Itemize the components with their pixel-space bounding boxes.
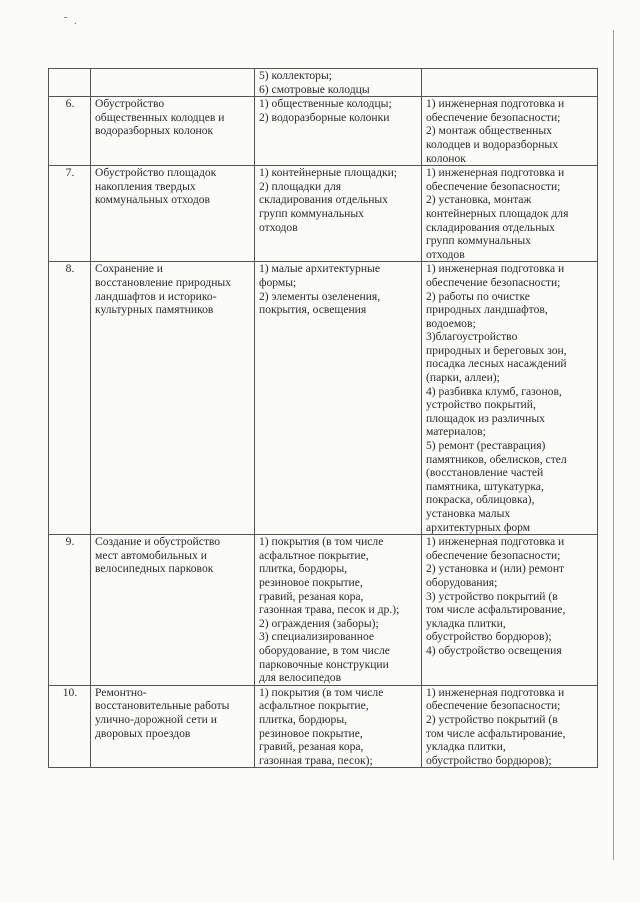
work-type-name-cell: [91, 535, 255, 686]
work-list-line: памятника, штукатурка,: [426, 479, 544, 493]
work-type-name-line: культурных памятников: [95, 303, 214, 317]
work-list-line: обеспечение безопасности;: [426, 275, 561, 289]
work-list-line: природных ландшафтов,: [426, 303, 548, 317]
work-list-line: 4) разбивка клумб, газонов,: [426, 384, 562, 398]
improvement-elements-line: 5) коллекторы;: [259, 69, 332, 82]
work-type-name-line: Обустройство площадок: [95, 166, 217, 180]
table-row: [49, 262, 598, 535]
improvement-elements-line: 1) контейнерные площадки;: [259, 166, 398, 180]
improvement-elements-line: гравий, резаная кора,: [259, 740, 364, 754]
improvement-elements-cell: [255, 166, 422, 262]
work-list-line: материалов;: [426, 425, 486, 439]
work-type-name-cell: [91, 97, 255, 166]
work-list-line: установка малых: [426, 507, 511, 520]
improvement-elements-line: отходов: [259, 220, 298, 234]
work-list-line: 3)благоустройство: [426, 330, 518, 344]
work-list-line: 2) установка, монтаж: [426, 193, 532, 207]
improvement-elements-line: 6) смотровые колодцы: [259, 82, 370, 96]
improvement-elements-line: газонная трава, песок и др.);: [259, 603, 400, 617]
work-list-line: устройство покрытий,: [426, 398, 536, 412]
work-list-line: покраска, облицовка),: [426, 493, 535, 507]
improvement-elements-line: 2) водоразборные колонки: [259, 110, 390, 124]
work-list-line: колонок: [426, 151, 466, 165]
table-row: [49, 166, 598, 262]
improvement-elements-line: групп коммунальных: [259, 206, 364, 220]
work-list-line: 1) инженерная подготовка и: [426, 685, 565, 699]
work-list-line: обеспечение безопасности;: [426, 179, 561, 193]
work-list-line: укладка плитки,: [426, 616, 506, 630]
improvement-elements-cell: [255, 97, 422, 166]
work-list-line: 2) монтаж общественных: [426, 124, 552, 138]
improvement-elements-cell: [255, 262, 422, 535]
row-number-cell: 7.: [49, 166, 91, 262]
improvement-elements-line: гравий, резаная кора,: [259, 589, 364, 603]
improvement-elements-line: плитка, бордюры,: [259, 562, 348, 576]
work-type-name-line: мест автомобильных и: [95, 548, 207, 562]
work-type-name-line: дворовых проездов: [95, 726, 191, 740]
work-list-line: водоемов;: [426, 316, 476, 330]
row-number-cell: 10.: [49, 685, 91, 768]
improvement-elements-line: формы;: [259, 275, 297, 289]
table-row: [49, 69, 598, 97]
work-list-line: том числе асфальтирование,: [426, 603, 566, 617]
improvement-elements-line: плитка, бордюры,: [259, 712, 348, 726]
improvement-elements-line: 1) покрытия (в том числе: [259, 685, 384, 699]
improvement-elements-line: 2) ограждения (заборы);: [259, 616, 379, 630]
work-list-line: природных и береговых зон,: [426, 343, 567, 357]
improvement-elements-cell: [255, 69, 422, 97]
work-list-line: обеспечение безопасности;: [426, 110, 561, 124]
improvement-elements-line: парковочные конструкции: [259, 657, 389, 671]
work-list-line: обустройство бордюров);: [426, 630, 552, 644]
work-list-line: 1) инженерная подготовка и: [426, 166, 565, 180]
improvement-elements-line: 1) покрытия (в том числе: [259, 535, 384, 549]
work-list-line: обеспечение безопасности;: [426, 548, 561, 562]
work-list-line: посадка лесных насаждений: [426, 357, 567, 371]
work-type-name-line: коммунальных отходов: [95, 193, 211, 207]
work-list-line: 1) инженерная подготовка и: [426, 535, 565, 549]
table-body: [49, 69, 598, 768]
improvement-elements-line: газонная трава, песок);: [259, 753, 373, 767]
improvement-elements-line: 1) малые архитектурные: [259, 262, 380, 276]
work-list-cell: [422, 166, 598, 262]
work-list-line: 2) устройство покрытий (в: [426, 712, 558, 726]
work-type-name-cell: [91, 166, 255, 262]
improvement-elements-line: 2) площадки для: [259, 179, 342, 193]
work-type-name-line: улично-дорожной сети и: [95, 712, 217, 726]
row-number-cell: 9.: [49, 535, 91, 686]
work-list-cell: [422, 685, 598, 768]
row-number-cell: [49, 69, 91, 97]
table-row: [49, 535, 598, 686]
work-list-line: групп коммунальных: [426, 234, 531, 248]
improvement-elements-line: 3) специализированное: [259, 630, 375, 644]
scan-mark-dot: .: [74, 16, 77, 27]
work-list-line: обеспечение безопасности;: [426, 699, 561, 713]
improvement-elements-line: резиновое покрытие,: [259, 575, 363, 589]
improvement-elements-line: складирования отдельных: [259, 193, 388, 207]
improvement-elements-line: асфальтное покрытие,: [259, 548, 369, 562]
table-row: [49, 97, 598, 166]
work-list-line: (парки, аллеи);: [426, 371, 500, 385]
work-list-line: укладка плитки,: [426, 740, 506, 754]
work-list-line: обустройство бордюров);: [426, 753, 552, 767]
work-list-line: контейнерных площадок для: [426, 206, 569, 220]
work-list-line: колодцев и водоразборных: [426, 137, 559, 151]
work-type-name-line: ландшафтов и историко-: [95, 289, 217, 303]
scan-mark-dash: -: [64, 12, 68, 23]
improvement-elements-cell: [255, 685, 422, 768]
improvement-works-table: [48, 68, 598, 768]
work-list-line: 3) устройство покрытий (в: [426, 589, 558, 603]
work-list-cell: [422, 69, 598, 97]
work-type-name-line: Ремонтно-: [95, 685, 147, 699]
row-number-cell: 6.: [49, 97, 91, 166]
work-type-name-line: Обустройство: [95, 97, 165, 111]
work-type-name-cell: [91, 262, 255, 535]
work-list-line: 1) инженерная подготовка и: [426, 262, 565, 276]
work-type-name-line: накопления твердых: [95, 179, 196, 193]
work-type-name-line: восстановительные работы: [95, 699, 230, 713]
work-list-line: оборудования;: [426, 575, 498, 589]
improvement-elements-line: оборудование, в том числе: [259, 643, 390, 657]
table-row: [49, 685, 598, 768]
improvement-elements-line: асфальтное покрытие,: [259, 699, 369, 713]
work-list-line: 5) ремонт (реставрация): [426, 439, 546, 453]
work-list-line: площадок из различных: [426, 411, 545, 425]
improvement-elements-cell: [255, 535, 422, 686]
work-type-name-line: Сохранение и: [95, 262, 163, 276]
improvement-elements-line: 1) общественные колодцы;: [259, 97, 392, 111]
work-list-line: 2) установка и (или) ремонт: [426, 562, 565, 576]
improvement-elements-line: для велосипедов: [259, 671, 342, 685]
improvement-elements-line: 2) элементы озеленения,: [259, 289, 381, 303]
work-list-cell: [422, 97, 598, 166]
work-type-name-line: Создание и обустройство: [95, 535, 221, 549]
work-list-line: отходов: [426, 247, 465, 261]
work-type-name-line: водоразборных колонок: [95, 124, 214, 138]
page-edge-line: [613, 30, 614, 860]
work-type-name-line: общественных колодцев и: [95, 110, 225, 124]
work-list-line: памятников, обелисков, стел: [426, 452, 567, 466]
work-type-name-cell: [91, 685, 255, 768]
row-number-cell: 8.: [49, 262, 91, 535]
work-list-cell: [422, 262, 598, 535]
work-list-line: 4) обустройство освещения: [426, 643, 562, 657]
work-type-name-line: велосипедных парковок: [95, 562, 214, 576]
work-list-line: том числе асфальтирование,: [426, 726, 566, 740]
improvement-elements-line: покрытия, освещения: [259, 303, 367, 317]
work-list-cell: [422, 535, 598, 686]
improvement-elements-line: резиновое покрытие,: [259, 726, 363, 740]
work-type-name-cell: [91, 69, 255, 97]
work-list-line: 1) инженерная подготовка и: [426, 97, 565, 111]
work-list-line: складирования отдельных: [426, 220, 555, 234]
work-list-line: архитектурных форм: [426, 520, 531, 534]
work-list-line: 2) работы по очистке: [426, 289, 530, 303]
work-list-line: (восстановление частей: [426, 466, 544, 480]
work-type-name-line: восстановление природных: [95, 275, 231, 289]
